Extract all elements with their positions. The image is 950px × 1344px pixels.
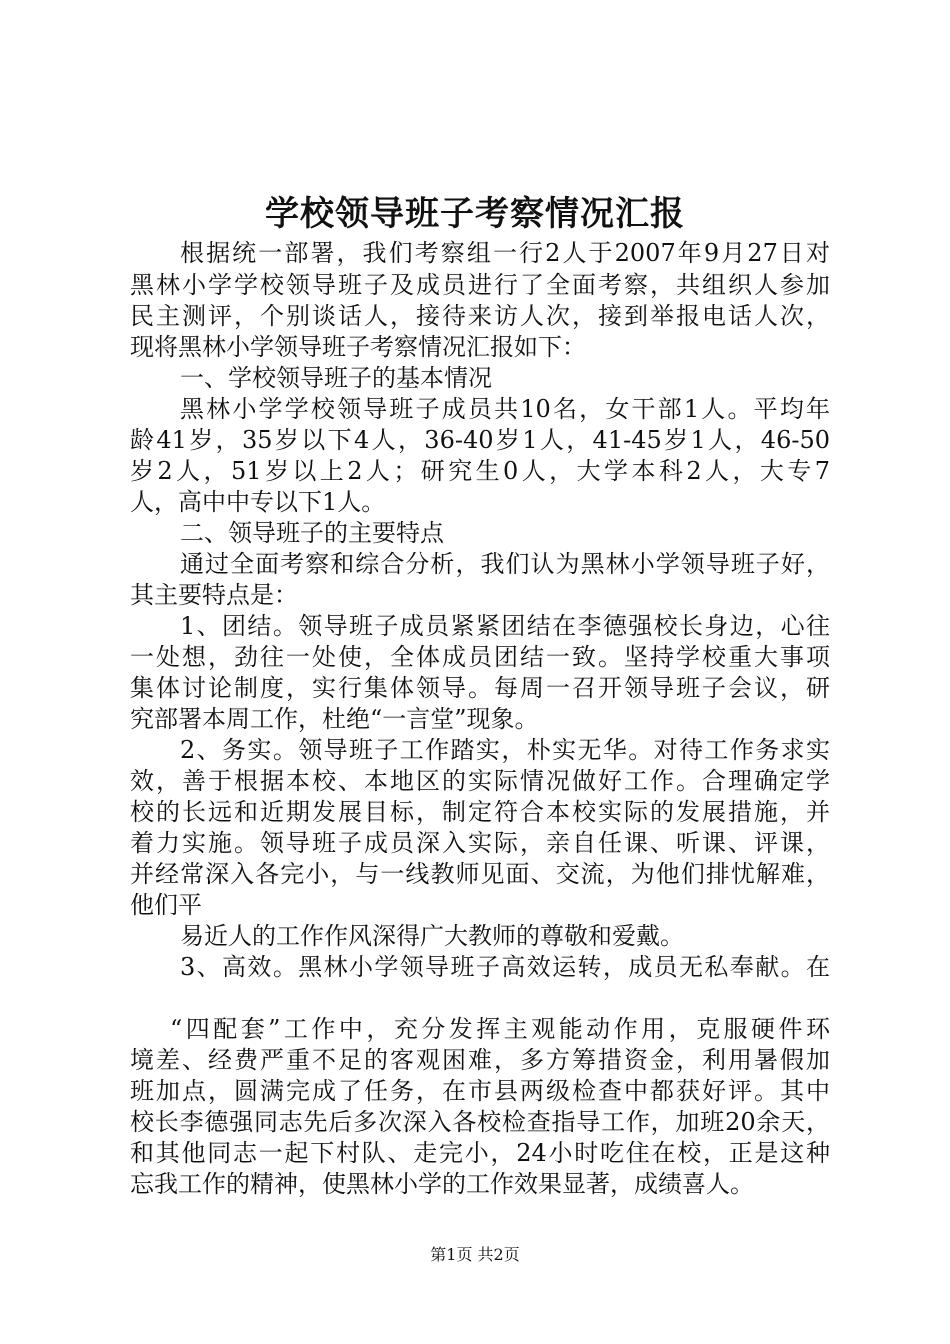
text-line: 集体讨论制度，实行集体领导。每周一召开领导班子会议，研: [130, 674, 830, 702]
text-line: 根据统一部署，我们考察组一行2人于2007年9月27日对: [180, 239, 830, 267]
section-heading: 一、学校领导班子的基本情况: [180, 364, 492, 392]
text-line: 境差、经费严重不足的客观困难，多方筹措资金，利用暑假加: [130, 1046, 830, 1074]
text-line: 班加点，圆满完成了任务，在市县两级检查中都获好评。其中: [130, 1077, 830, 1105]
text-line: 民主测评，个别谈话人，接待来访人次，接到举报电话人次，: [130, 302, 830, 330]
text-line: 其主要特点是：: [130, 581, 298, 609]
text-line: 他们平: [130, 891, 202, 919]
text-line: 着力实施。领导班子成员深入实际，亲自任课、听课、评课，: [130, 829, 830, 857]
text-line: 龄41岁，35岁以下4人，36-40岁1人，41-45岁1人，46-50: [130, 426, 830, 454]
text-line: 人，高中中专以下1人。: [130, 488, 386, 516]
text-line: 校的长远和近期发展目标，制定符合本校实际的发展措施，并: [130, 798, 830, 826]
text-line: 1、团结。领导班子成员紧紧团结在李德强校长身边，心往: [180, 612, 830, 640]
text-line: 易近人的工作作风深得广大教师的尊敬和爱戴。: [180, 922, 684, 950]
document-title: 学校领导班子考察情况汇报: [265, 194, 685, 234]
section-heading: 二、领导班子的主要特点: [180, 519, 444, 547]
text-line: “四配套”工作中，充分发挥主观能动作用，克服硬件环: [170, 1015, 830, 1043]
text-line: 一处想，劲往一处使，全体成员团结一致。坚持学校重大事项: [130, 643, 830, 671]
text-line: 3、高效。黑林小学领导班子高效运转，成员无私奉献。在: [180, 953, 830, 981]
text-line: 黑林小学学校领导班子成员共10名，女干部1人。平均年: [180, 395, 830, 423]
text-line: 黑林小学学校领导班子及成员进行了全面考察，共组织人参加: [130, 271, 830, 299]
page-footer: 第1页 共2页: [430, 1245, 520, 1264]
text-line: 究部署本周工作，杜绝“一言堂”现象。: [130, 705, 539, 733]
text-line: 忘我工作的精神，使黑林小学的工作效果显著，成绩喜人。: [130, 1170, 754, 1198]
text-line: 校长李德强同志先后多次深入各校检查指导工作，加班20余天，: [130, 1108, 830, 1136]
text-line: 效，善于根据本校、本地区的实际情况做好工作。合理确定学: [130, 767, 830, 795]
text-line: 和其他同志一起下村队、走完小，24小时吃住在校，正是这种: [130, 1139, 830, 1167]
text-line: 2、务实。领导班子工作踏实，朴实无华。对待工作务求实: [180, 736, 830, 764]
text-line: 岁2人，51岁以上2人；研究生0人，大学本科2人，大专7: [130, 457, 830, 485]
text-line: 通过全面考察和综合分析，我们认为黑林小学领导班子好，: [180, 550, 830, 578]
text-line: 现将黑林小学领导班子考察情况汇报如下：: [130, 333, 586, 361]
text-line: 并经常深入各完小，与一线教师见面、交流，为他们排忧解难，: [130, 860, 830, 888]
